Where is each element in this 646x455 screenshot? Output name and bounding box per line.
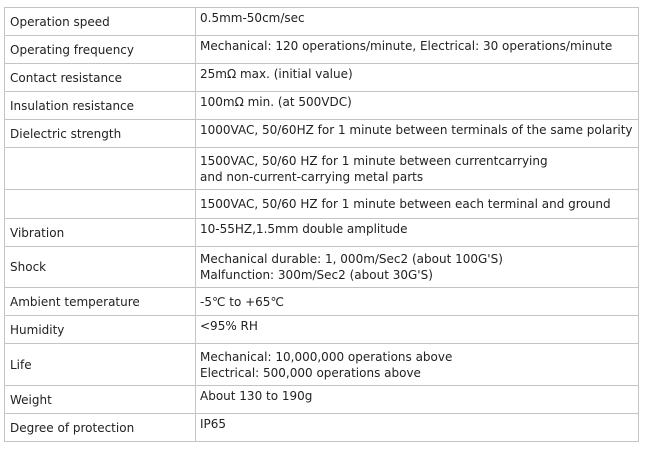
specifications-table bbox=[4, 7, 639, 442]
value-line: 1000VAC, 50/60HZ for 1 minute between terminals of the same polarity bbox=[200, 123, 633, 137]
row-value bbox=[196, 219, 639, 247]
value-line: and non-current-carrying metal parts bbox=[200, 169, 424, 184]
row-value bbox=[196, 64, 639, 92]
value-line: 0.5mm-50cm/sec bbox=[200, 11, 305, 25]
row-value bbox=[196, 344, 639, 386]
row-label bbox=[5, 190, 196, 219]
value-line: 1500VAC, 50/60 HZ for 1 minute between each terminal and ground bbox=[200, 197, 611, 211]
row-label: Dielectric strength bbox=[5, 120, 196, 148]
row-label: Life bbox=[5, 344, 196, 386]
value-line: 25mΩ max. (initial value) bbox=[200, 67, 353, 81]
row-label bbox=[5, 148, 196, 190]
value-line: Electrical: 500,000 operations above bbox=[200, 365, 421, 380]
row-value bbox=[196, 190, 639, 219]
row-value bbox=[196, 8, 639, 36]
value-line: 1500VAC, 50/60 HZ for 1 minute between currentcarrying bbox=[200, 153, 548, 168]
table-row bbox=[5, 92, 639, 120]
table-row bbox=[5, 414, 639, 442]
value-line: 100mΩ min. (at 500VDC) bbox=[200, 95, 352, 109]
value-line: <95% RH bbox=[200, 319, 258, 333]
row-value bbox=[196, 92, 639, 120]
row-value bbox=[196, 148, 639, 190]
row-value bbox=[196, 316, 639, 344]
table-row bbox=[5, 316, 639, 344]
row-value bbox=[196, 36, 639, 64]
table-row bbox=[5, 386, 639, 414]
row-label: Operation speed bbox=[5, 8, 196, 36]
table-row bbox=[5, 148, 639, 190]
value-line: Malfunction: 300m/Sec2 (about 30G'S) bbox=[200, 268, 433, 282]
table-row bbox=[5, 288, 639, 316]
table-row bbox=[5, 8, 639, 36]
table-row bbox=[5, 64, 639, 92]
row-value bbox=[196, 386, 639, 414]
row-label: Weight bbox=[5, 386, 196, 414]
table-row bbox=[5, 36, 639, 64]
row-label: Ambient temperature bbox=[5, 288, 196, 316]
table-row bbox=[5, 344, 639, 386]
table-row bbox=[5, 120, 639, 148]
row-label: Contact resistance bbox=[5, 64, 196, 92]
row-value bbox=[196, 247, 639, 288]
row-label: Shock bbox=[5, 247, 196, 288]
table-row bbox=[5, 219, 639, 247]
value-line: About 130 to 190g bbox=[200, 389, 313, 403]
table-row bbox=[5, 190, 639, 219]
table-row bbox=[5, 247, 639, 288]
row-label: Insulation resistance bbox=[5, 92, 196, 120]
row-label: Humidity bbox=[5, 316, 196, 344]
value-line: IP65 bbox=[200, 417, 227, 431]
value-line: -5℃ to +65℃ bbox=[200, 294, 284, 309]
row-label: Degree of protection bbox=[5, 414, 196, 442]
row-value bbox=[196, 288, 639, 316]
row-value bbox=[196, 414, 639, 442]
row-label: Vibration bbox=[5, 219, 196, 247]
row-label: Operating frequency bbox=[5, 36, 196, 64]
value-line: Mechanical: 10,000,000 operations above bbox=[200, 349, 453, 364]
value-line: Mechanical durable: 1, 000m/Sec2 (about 100G'S) bbox=[200, 252, 503, 266]
row-value bbox=[196, 120, 639, 148]
value-line: Mechanical: 120 operations/minute, Electrical: 30 operations/minute bbox=[200, 39, 613, 53]
value-line: 10-55HZ,1.5mm double amplitude bbox=[200, 222, 408, 236]
